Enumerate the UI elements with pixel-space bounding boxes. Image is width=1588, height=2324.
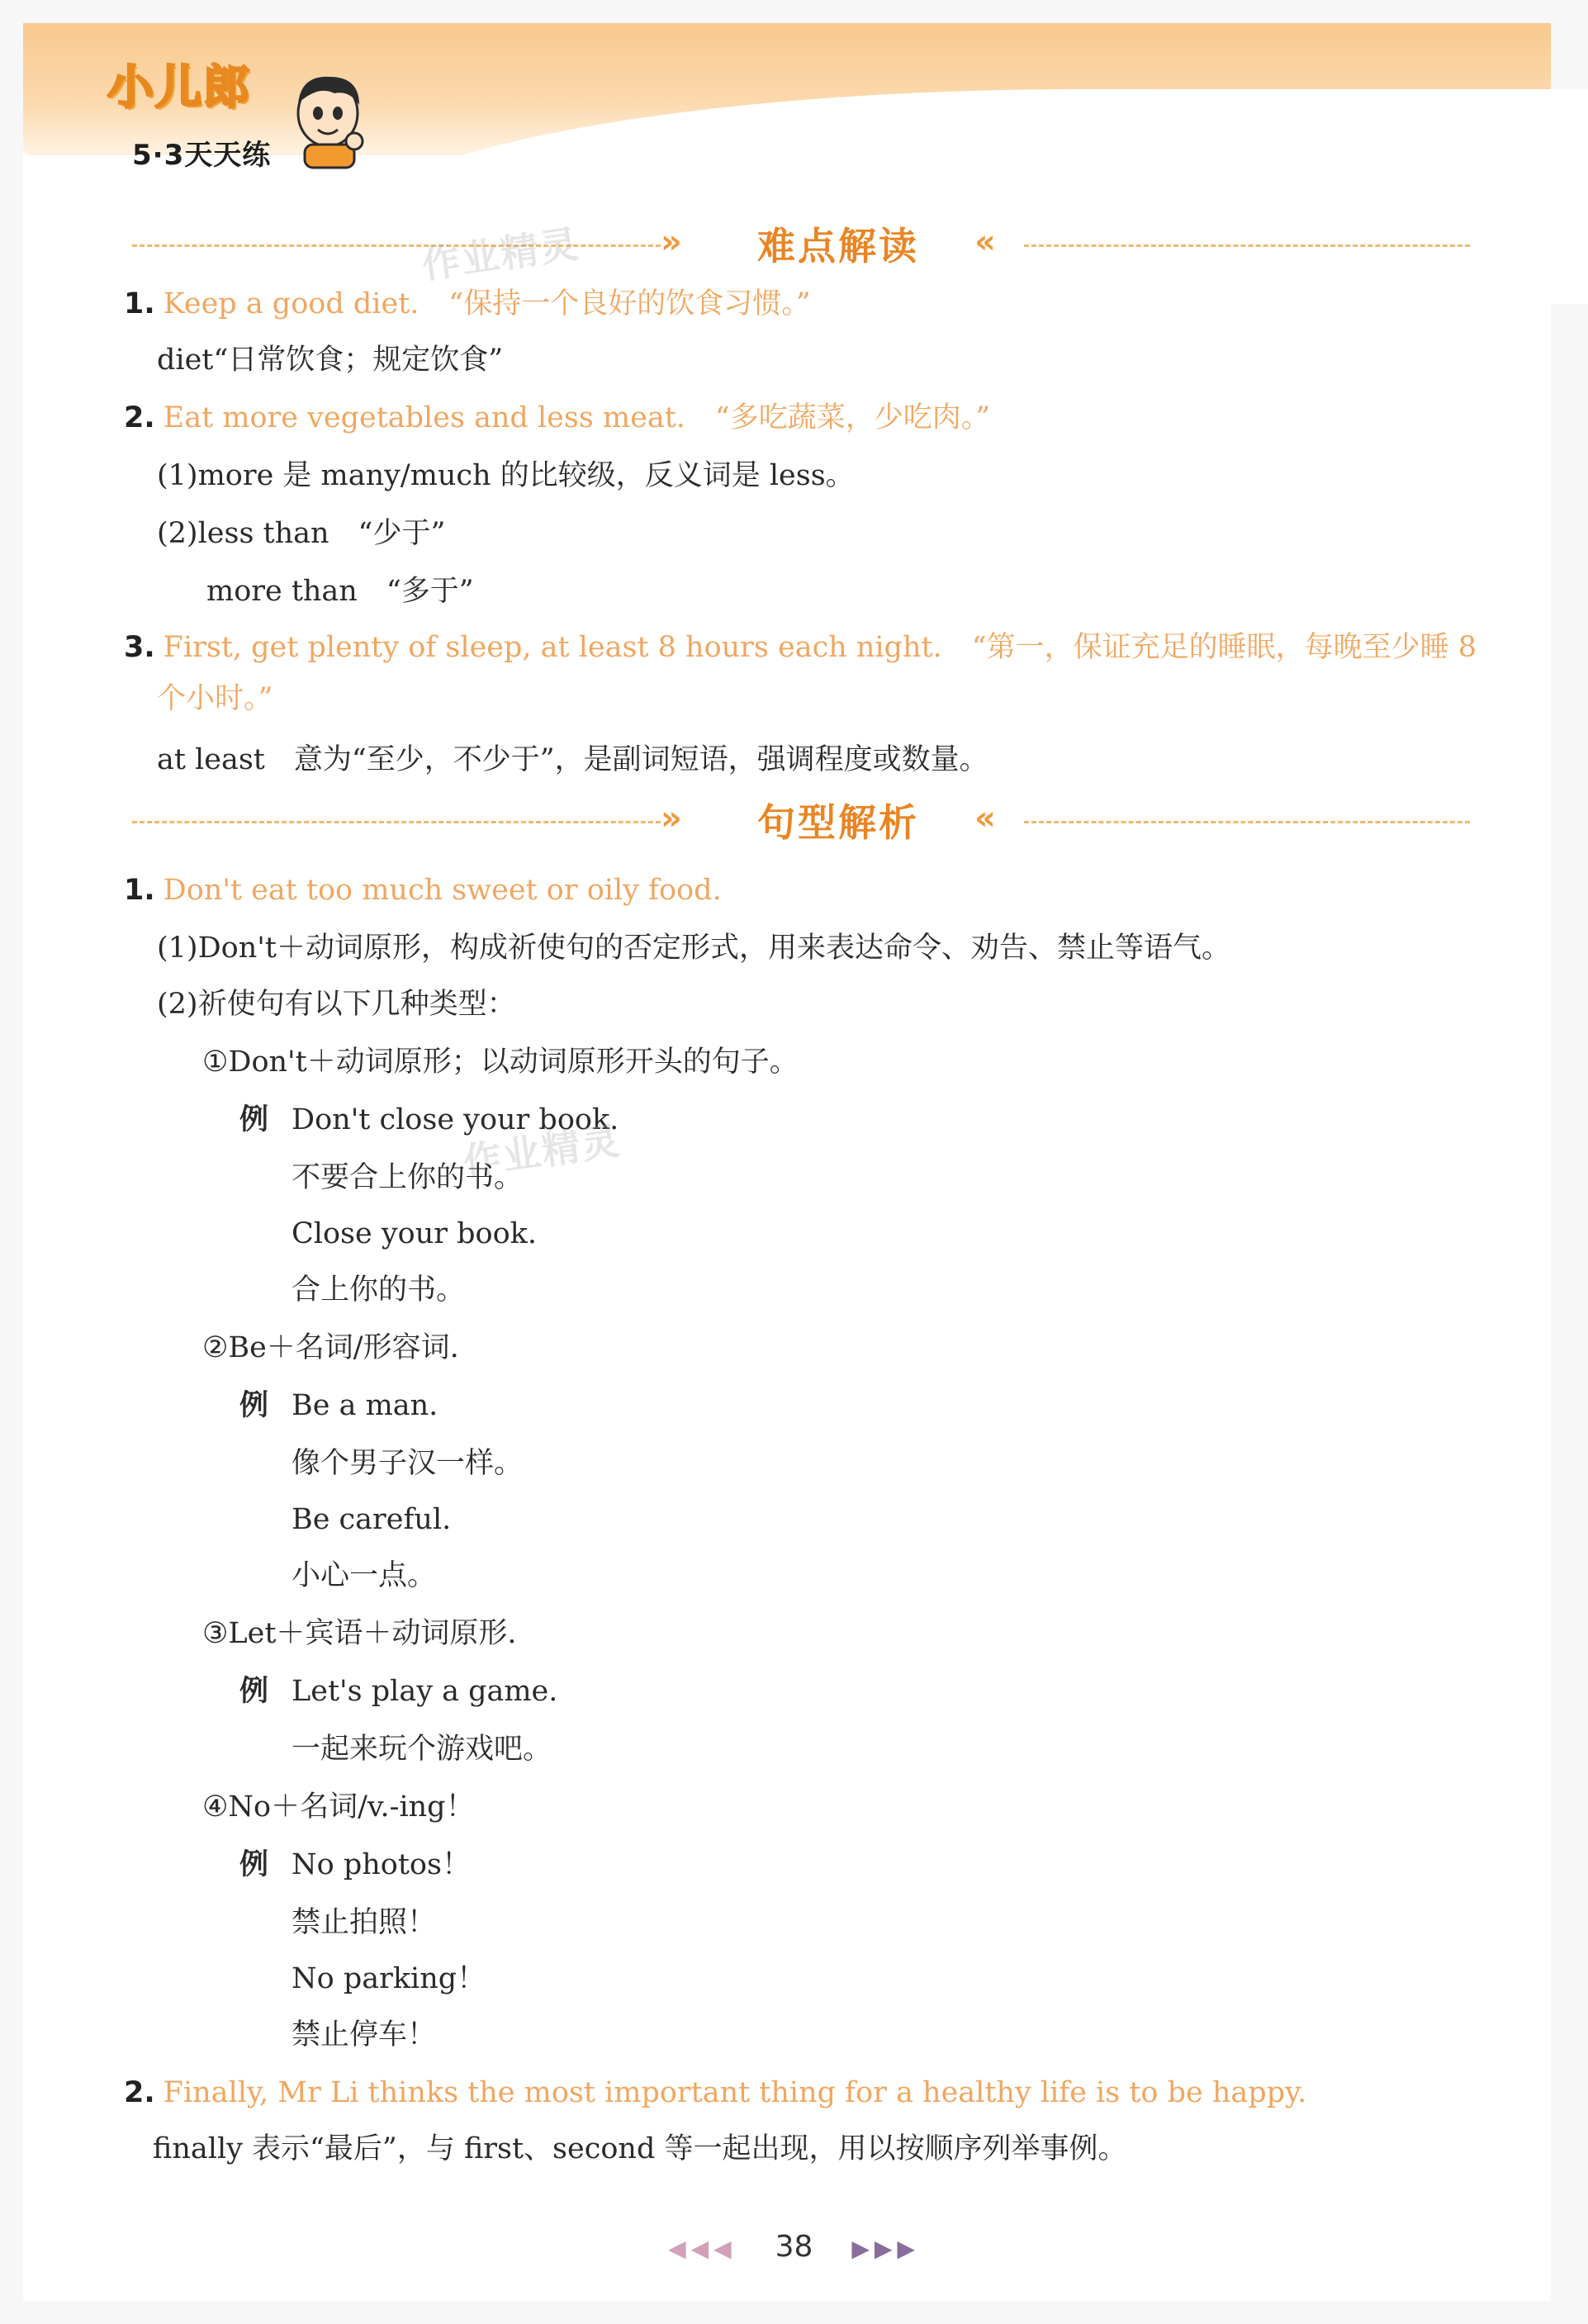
logo-subtitle: 5·3天天练: [132, 139, 272, 172]
dashed-divider: [1024, 821, 1470, 823]
item-english: Finally, Mr Li thinks the most important thing for a healthy life is to be happy.: [163, 2076, 1307, 2109]
list-item: [124, 870, 722, 910]
item-number: 3.: [124, 631, 155, 664]
example-row: [239, 1845, 471, 1885]
right-arrows-icon: ▶▶▶: [851, 2235, 920, 2262]
double-chevron-right-icon: »: [661, 223, 682, 261]
example-text: Don't close your book.: [292, 1103, 619, 1136]
item-note: at least 意为“至少，不少于”，是副词短语，强调程度或数量。: [157, 743, 988, 776]
example-text: 一起来玩个游戏吧。: [292, 1733, 552, 1766]
item-note: (1)more 是 many/much 的比较级，反义词是 less。: [157, 459, 855, 492]
example-text: Be careful.: [292, 1503, 452, 1536]
dashed-divider: [132, 244, 661, 247]
example-label: 例: [239, 1847, 269, 1881]
list-item: [124, 2073, 1306, 2113]
example-label: 例: [239, 1674, 269, 1708]
list-item: [124, 284, 811, 324]
page-number: 38: [775, 2230, 813, 2264]
item-english: Keep a good diet.: [163, 287, 420, 320]
watermark: 作业精灵: [419, 221, 583, 288]
mascot-icon: [285, 70, 376, 169]
list-item: [124, 628, 1477, 667]
section-header-sentence-patterns: [132, 793, 1470, 851]
left-arrows-icon: ◀◀◀: [668, 2235, 737, 2262]
item-note: diet“日常饮食；规定饮食”: [157, 344, 504, 377]
dashed-divider: [1024, 244, 1470, 247]
section-title: 句型解析: [757, 800, 919, 845]
item-note: finally 表示“最后”，与 first、second 等一起出现，用以按顺序列举事例。: [153, 2132, 1127, 2165]
example-row: [239, 1672, 557, 1711]
example-text: 禁止拍照！: [292, 1906, 437, 1939]
item-chinese-continued: 个小时。”: [157, 682, 273, 715]
item-english: First, get plenty of sleep, at least 8 hours each night.: [163, 631, 942, 664]
section-title: 难点解读: [757, 224, 919, 268]
example-text: 不要合上你的书。: [292, 1161, 524, 1194]
example-label: 例: [239, 1103, 269, 1136]
double-chevron-left-icon: «: [974, 223, 996, 261]
type-heading: ③Let＋宾语＋动词原形.: [202, 1617, 517, 1650]
dashed-divider: [132, 821, 661, 823]
double-chevron-right-icon: »: [661, 799, 682, 837]
double-chevron-left-icon: «: [974, 799, 996, 837]
item-number: 1.: [124, 287, 155, 320]
example-text: Let's play a game.: [292, 1675, 558, 1708]
item-note: (2)祈使句有以下几种类型：: [157, 988, 516, 1021]
item-number: 2.: [124, 2076, 155, 2109]
item-chinese: “多吃蔬菜，少吃肉。”: [714, 401, 991, 434]
item-english: Don't eat too much sweet or oily food.: [163, 874, 722, 907]
example-text: No photos！: [292, 1848, 471, 1881]
example-text: 小心一点。: [292, 1559, 437, 1592]
example-label: 例: [239, 1388, 269, 1422]
example-text: 禁止停车！: [292, 2018, 437, 2051]
item-note: more than “多于”: [206, 575, 474, 608]
item-english: Eat more vegetables and less meat.: [163, 401, 685, 434]
example-text: 像个男子汉一样。: [292, 1447, 524, 1480]
example-row: [239, 1386, 438, 1425]
example-text: Be a man.: [292, 1389, 438, 1422]
example-text: No parking！: [292, 1962, 486, 1995]
example-text: 合上你的书。: [292, 1273, 466, 1307]
list-item: [124, 398, 990, 438]
example-text: Close your book.: [292, 1217, 537, 1250]
type-heading: ②Be＋名词/形容词.: [202, 1331, 459, 1364]
type-heading: ①Don't＋动词原形；以动词原形开头的句子。: [202, 1046, 799, 1079]
watermark: 作业精灵: [460, 1117, 624, 1185]
item-chinese: “保持一个良好的饮食习惯。”: [448, 287, 811, 320]
logo-title: 小儿郎: [107, 61, 251, 115]
item-number: 2.: [124, 401, 155, 434]
item-chinese: “第一，保证充足的睡眠，每晚至少睡 8: [971, 631, 1477, 664]
item-note: (2)less than “少于”: [157, 517, 446, 550]
item-note: (1)Don't＋动词原形，构成祈使句的否定形式，用来表达命令、劝告、禁止等语气。: [157, 932, 1230, 965]
page-footer: [0, 2230, 1588, 2264]
item-number: 1.: [124, 874, 155, 907]
section-header-difficulties: [132, 216, 1470, 274]
type-heading: ④No＋名词/v.-ing！: [202, 1790, 475, 1824]
